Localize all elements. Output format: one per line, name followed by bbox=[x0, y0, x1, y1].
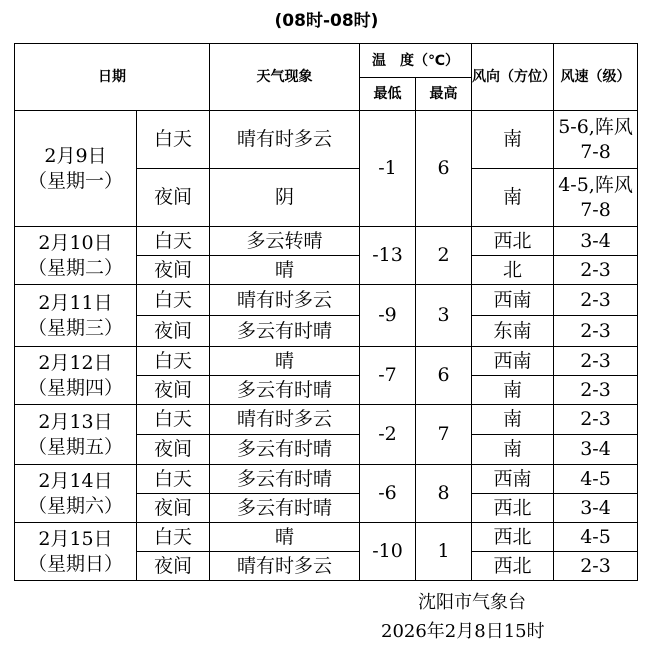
wind-direction-cell: 西南 bbox=[472, 347, 554, 376]
date-cell bbox=[15, 347, 137, 405]
temp-max-cell: 2 bbox=[416, 227, 472, 285]
wind-speed-cell: 4-5 bbox=[554, 465, 638, 494]
wind-speed-cell: 2-3 bbox=[554, 316, 638, 347]
wind-speed-cell: 3-4 bbox=[554, 227, 638, 256]
temp-max-cell: 6 bbox=[416, 347, 472, 405]
date-text: 2月10日 bbox=[38, 231, 113, 254]
date-text: 2月14日 bbox=[38, 469, 113, 492]
table-row bbox=[15, 523, 638, 552]
header-temp-max: 最高 bbox=[416, 78, 472, 111]
temp-min-cell: -7 bbox=[360, 347, 416, 405]
wind-speed-cell: 2-3 bbox=[554, 256, 638, 285]
wind-direction-cell: 西北 bbox=[472, 523, 554, 552]
weather-cell: 阴 bbox=[210, 169, 360, 227]
wind-speed-cell: 4-5,阵风7-8 bbox=[554, 169, 638, 227]
table-row bbox=[15, 465, 638, 494]
wind-direction-cell: 西南 bbox=[472, 285, 554, 316]
weekday-text: （星期六） bbox=[27, 494, 123, 517]
wind-direction-cell: 西北 bbox=[472, 494, 554, 523]
period-cell: 白天 bbox=[137, 111, 210, 169]
wind-speed-cell: 2-3 bbox=[554, 376, 638, 405]
wind-speed-cell: 4-5 bbox=[554, 523, 638, 552]
date-cell bbox=[15, 285, 137, 347]
wind-direction-cell: 西北 bbox=[472, 227, 554, 256]
weekday-text: （星期日） bbox=[27, 552, 123, 575]
issue-time: 2026年2月8日15时 bbox=[381, 621, 545, 642]
period-cell: 夜间 bbox=[137, 256, 210, 285]
date-text: 2月11日 bbox=[38, 291, 113, 314]
period-cell: 夜间 bbox=[137, 435, 210, 465]
header-weather: 天气现象 bbox=[210, 44, 360, 111]
wind-direction-cell: 南 bbox=[472, 376, 554, 405]
wind-direction-cell: 西南 bbox=[472, 465, 554, 494]
header-date: 日期 bbox=[15, 44, 210, 111]
weather-cell: 多云有时晴 bbox=[210, 316, 360, 347]
weekday-text: （星期二） bbox=[27, 256, 123, 279]
weekday-text: （星期四） bbox=[27, 376, 123, 399]
header-wind-speed: 风速（级） bbox=[554, 44, 638, 111]
date-text: 2月9日 bbox=[44, 144, 107, 167]
wind-speed-cell: 2-3 bbox=[554, 347, 638, 376]
temp-max-cell: 6 bbox=[416, 111, 472, 227]
temp-max-cell: 3 bbox=[416, 285, 472, 347]
period-cell: 白天 bbox=[137, 227, 210, 256]
header-temperature: 温 度（℃） bbox=[360, 44, 472, 78]
weather-cell: 晴 bbox=[210, 347, 360, 376]
temp-min-cell: -1 bbox=[360, 111, 416, 227]
period-cell: 白天 bbox=[137, 523, 210, 552]
weather-cell: 多云有时晴 bbox=[210, 465, 360, 494]
temp-min-cell: -9 bbox=[360, 285, 416, 347]
date-cell bbox=[15, 405, 137, 465]
weather-cell: 多云有时晴 bbox=[210, 376, 360, 405]
page-title: (08时-08时) bbox=[274, 11, 379, 31]
weather-cell: 多云转晴 bbox=[210, 227, 360, 256]
weather-cell: 多云有时晴 bbox=[210, 435, 360, 465]
wind-direction-cell: 南 bbox=[472, 169, 554, 227]
weather-cell: 晴 bbox=[210, 256, 360, 285]
wind-speed-cell: 2-3 bbox=[554, 405, 638, 435]
wind-direction-cell: 南 bbox=[472, 111, 554, 169]
period-cell: 夜间 bbox=[137, 494, 210, 523]
temp-max-cell: 1 bbox=[416, 523, 472, 581]
forecast-body bbox=[15, 111, 638, 581]
table-row bbox=[15, 227, 638, 256]
period-cell: 白天 bbox=[137, 405, 210, 435]
date-cell bbox=[15, 111, 137, 227]
temp-max-cell: 8 bbox=[416, 465, 472, 523]
period-cell: 夜间 bbox=[137, 376, 210, 405]
weather-cell: 晴有时多云 bbox=[210, 285, 360, 316]
temp-min-cell: -2 bbox=[360, 405, 416, 465]
table-row bbox=[15, 285, 638, 316]
weekday-text: （星期五） bbox=[27, 435, 123, 458]
period-cell: 夜间 bbox=[137, 552, 210, 581]
forecast-table bbox=[14, 43, 638, 581]
weather-cell: 晴有时多云 bbox=[210, 552, 360, 581]
temp-max-cell: 7 bbox=[416, 405, 472, 465]
wind-direction-cell: 北 bbox=[472, 256, 554, 285]
temp-min-cell: -13 bbox=[360, 227, 416, 285]
period-cell: 白天 bbox=[137, 285, 210, 316]
date-text: 2月12日 bbox=[38, 351, 113, 374]
wind-direction-cell: 南 bbox=[472, 435, 554, 465]
wind-direction-cell: 东南 bbox=[472, 316, 554, 347]
wind-direction-cell: 南 bbox=[472, 405, 554, 435]
issuing-agency: 沈阳市气象台 bbox=[418, 592, 526, 613]
wind-direction-cell: 西北 bbox=[472, 552, 554, 581]
date-text: 2月15日 bbox=[38, 527, 113, 550]
table-row bbox=[15, 111, 638, 169]
weather-cell: 晴有时多云 bbox=[210, 405, 360, 435]
weather-cell: 多云有时晴 bbox=[210, 494, 360, 523]
date-cell bbox=[15, 523, 137, 581]
date-cell bbox=[15, 465, 137, 523]
date-text: 2月13日 bbox=[38, 410, 113, 433]
wind-speed-cell: 3-4 bbox=[554, 435, 638, 465]
wind-speed-cell: 5-6,阵风7-8 bbox=[554, 111, 638, 169]
temp-min-cell: -6 bbox=[360, 465, 416, 523]
date-cell bbox=[15, 227, 137, 285]
period-cell: 夜间 bbox=[137, 169, 210, 227]
weekday-text: （星期一） bbox=[27, 169, 123, 192]
header-wind-direction: 风向（方位） bbox=[472, 44, 554, 111]
table-row bbox=[15, 405, 638, 435]
header-temp-min: 最低 bbox=[360, 78, 416, 111]
period-cell: 白天 bbox=[137, 347, 210, 376]
wind-speed-cell: 2-3 bbox=[554, 285, 638, 316]
table-row bbox=[15, 347, 638, 376]
wind-speed-cell: 2-3 bbox=[554, 552, 638, 581]
weather-cell: 晴有时多云 bbox=[210, 111, 360, 169]
wind-speed-cell: 3-4 bbox=[554, 494, 638, 523]
temp-min-cell: -10 bbox=[360, 523, 416, 581]
period-cell: 夜间 bbox=[137, 316, 210, 347]
period-cell: 白天 bbox=[137, 465, 210, 494]
weekday-text: （星期三） bbox=[27, 316, 123, 339]
weather-cell: 晴 bbox=[210, 523, 360, 552]
